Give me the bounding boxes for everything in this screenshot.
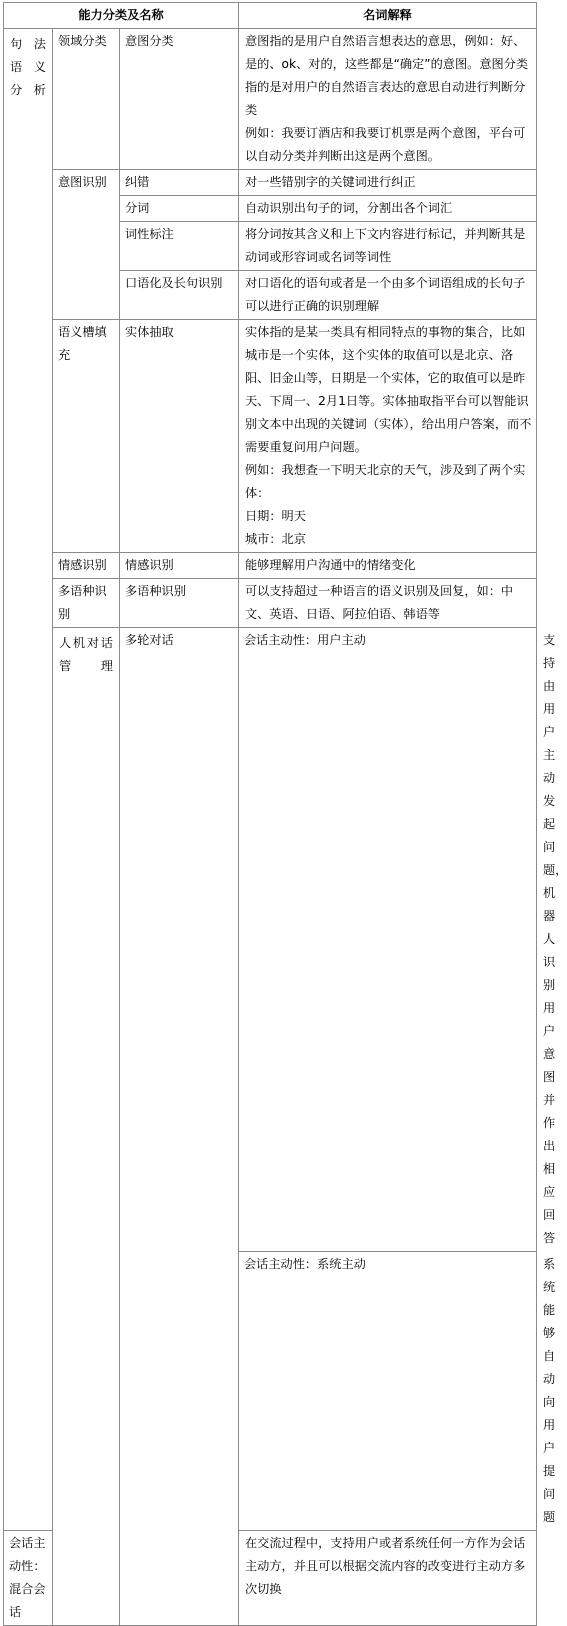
group-emotion: 情感识别 [53,553,120,579]
item-name: 情感识别 [120,553,239,579]
group-intent: 意图识别 [53,170,120,320]
table-row [4,170,537,196]
desc-paragraph: 日期：明天 [245,509,306,523]
item-name: 会话主动性：系统主动 [239,1252,537,1531]
item-name: 词性标注 [120,222,239,271]
item-desc: 能够理解用户沟通中的情绪变化 [239,553,537,579]
item-name: 分词 [120,196,239,222]
table-row [4,320,537,553]
section-syntax: 句法语义分析 [4,29,53,1531]
table-row [4,29,537,170]
item-name: 口语化及长句识别 [120,271,239,320]
group-slot: 语义槽填充 [53,320,120,553]
table-header-row [4,3,537,29]
item-name: 纠错 [120,170,239,196]
header-definition: 名词解释 [239,3,537,29]
desc-paragraph: 例如：我要订酒店和我要订机票是两个意图，平台可以自动分类并判断出这是两个意图。 [245,126,526,163]
capability-table [3,2,567,1626]
item-name: 会话主动性：混合会话 [4,1531,53,1626]
item-desc: 可以支持超过一种语言的语义识别及回复，如：中文、英语、日语、阿拉伯语、韩语等 [239,579,537,628]
item-desc: 将分词按其含义和上下文内容进行标记，并判断其是动词或形容词或名词等词性 [239,222,537,271]
desc-paragraph: 意图指的是用户自然语言想表达的意思，例如：好、是的、ok、对的，这些都是“确定”的意图。意图分类指的是对用户的自然语言表达的意思自动进行判断分类 [245,34,529,117]
group-multiturn: 多轮对话 [120,628,239,1626]
item-name: 意图分类 [120,29,239,170]
group-domain: 领域分类 [53,29,120,170]
desc-paragraph: 例如：我想查一下明天北京的天气，涉及到了两个实体： [245,463,526,500]
header-category: 能力分类及名称 [4,3,239,29]
item-desc: 自动识别出句子的词，分割出各个词汇 [239,196,537,222]
item-name: 实体抽取 [120,320,239,553]
table-row [4,553,537,579]
table-row [4,579,537,628]
table-row: 会话主动性：系统主动 系统能够自动向用户提问题 [4,1252,537,1531]
item-desc: 对口语化的语句或者是一个由多个词语组成的长句子可以进行正确的识别理解 [239,271,537,320]
item-desc [239,29,537,170]
item-name: 会话主动性：用户主动 [239,628,537,1252]
group-multilang: 多语种识别 [53,579,120,628]
desc-paragraph: 实体指的是某一类具有相同特点的事物的集合，比如城市是一个实体，这个实体的取值可以是北京、洛阳、旧金山等，日期是一个实体，它的取值可以是昨天、下周一、2月1日等。实体抽取指平台可以智能识别文本中出现的关键词（实体），给出用户答案，而不需要重复问用户问题。 [245,325,532,454]
item-desc: 对一些错别字的关键词进行纠正 [239,170,537,196]
desc-paragraph: 城市：北京 [245,532,306,546]
section-dialog: 人机对话管理 [53,628,120,1626]
item-name: 多语种识别 [120,579,239,628]
item-desc: 在交流过程中，支持用户或者系统任何一方作为会话主动方，并且可以根据交流内容的改变进行主动方多次切换 [239,1531,537,1626]
table-row: 人机对话管理 多轮对话 会话主动性：用户主动 支持由用户主动发起问题，机器人识别用户意图并作出相应回答 [4,628,537,1252]
item-desc [239,320,537,553]
